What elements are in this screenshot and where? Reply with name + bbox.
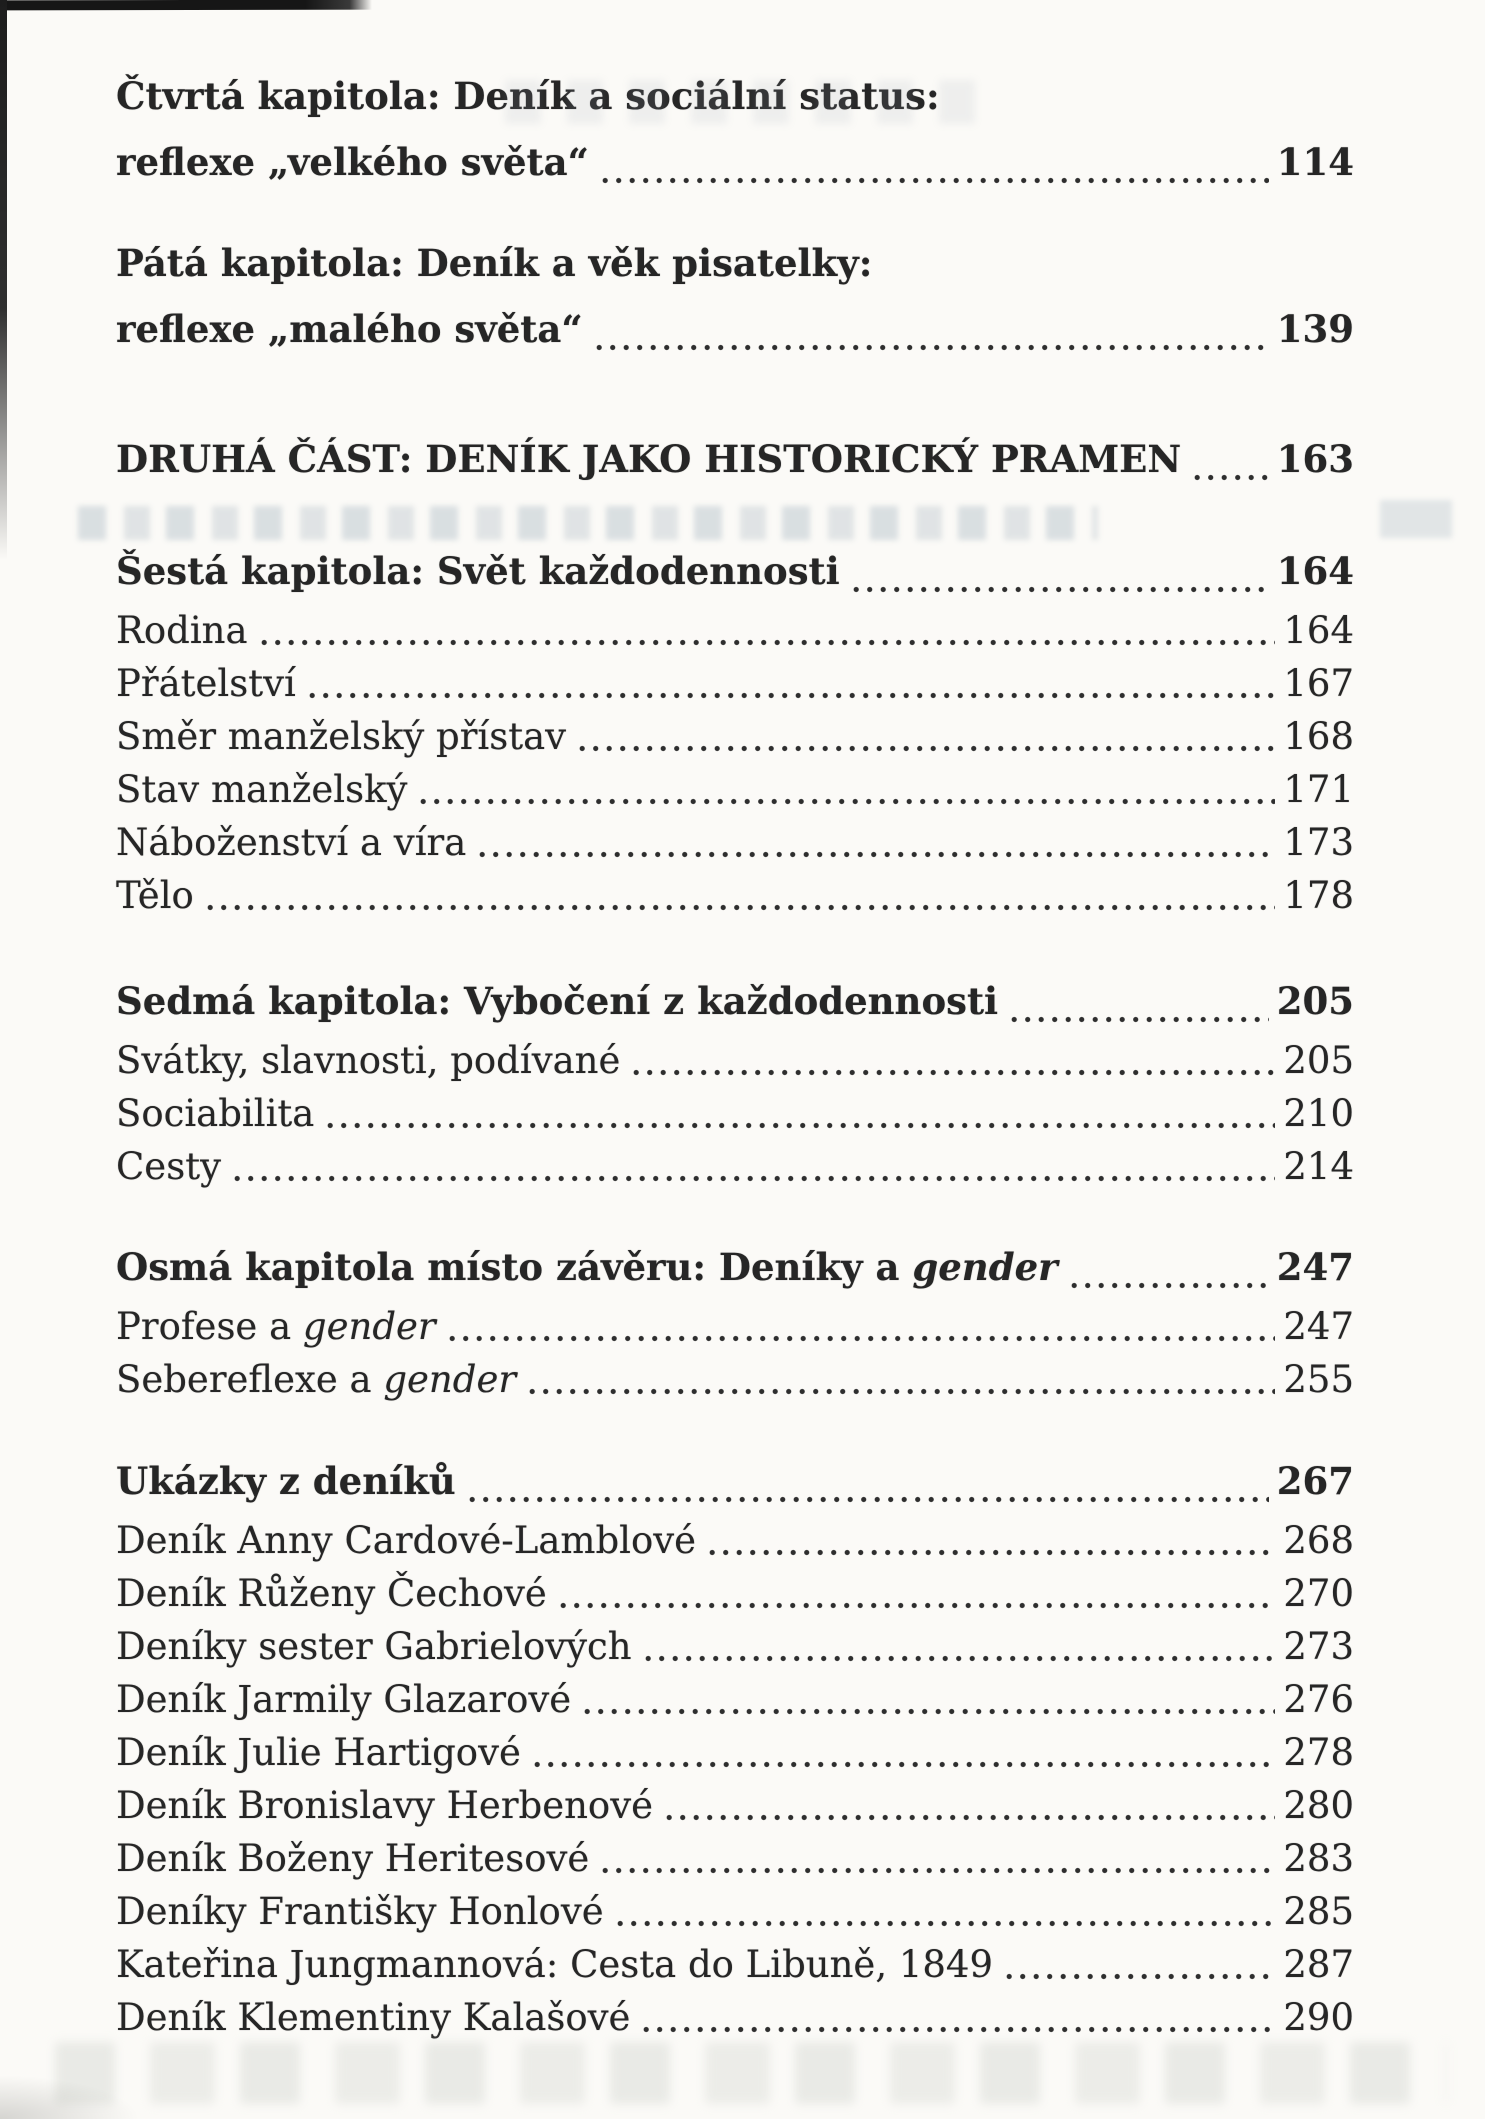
toc-chapter-row [116, 1234, 1354, 1300]
toc-item-row [116, 1514, 1354, 1567]
toc-item-row [116, 1300, 1354, 1353]
toc-item-row [116, 657, 1354, 710]
page-number: 164 [1276, 549, 1354, 593]
dot-leader [643, 2026, 1275, 2033]
scan-edge-artifact-top [0, 0, 372, 10]
dot-leader [560, 1602, 1276, 1609]
page-number: 280 [1283, 1784, 1354, 1827]
page-number: 167 [1283, 662, 1354, 705]
toc-item-row [116, 1991, 1354, 2044]
dot-leader [602, 1867, 1275, 1874]
dot-leader [633, 1069, 1275, 1076]
toc-item-row [116, 1832, 1354, 1885]
toc-chapter-row [116, 296, 1354, 362]
toc-item-row [116, 1140, 1354, 1193]
page-number: 278 [1283, 1731, 1354, 1774]
dot-leader [709, 1549, 1275, 1556]
entry-label-italic: gender [912, 1245, 1058, 1289]
entry-label [116, 1673, 571, 1726]
dot-leader [207, 904, 1276, 911]
dot-leader [584, 1708, 1275, 1715]
page-number: 290 [1283, 1996, 1354, 2039]
chapter-title-line [116, 63, 1354, 129]
entry-label [116, 426, 1181, 492]
entry-label-text: Cesty [116, 1145, 221, 1188]
dot-leader [261, 639, 1276, 646]
toc-item-row [116, 1938, 1354, 1991]
entry-label [116, 604, 248, 657]
entry-label-text: Deníky sester Gabrielových [116, 1625, 632, 1668]
table-of-contents [116, 63, 1354, 2044]
entry-label [116, 1514, 696, 1567]
page-number: 285 [1283, 1890, 1354, 1933]
entry-label-text: Směr manželský přístav [116, 715, 567, 758]
page-number: 168 [1283, 715, 1354, 758]
dot-leader [327, 1122, 1275, 1129]
entry-label-text: Deníky Františky Honlové [116, 1890, 604, 1933]
toc-section [116, 1234, 1354, 1406]
dot-leader [596, 344, 1269, 351]
page-number: 205 [1283, 1039, 1354, 1082]
page-number: 267 [1276, 1459, 1354, 1503]
entry-label-text: Deník Bronislavy Herbenové [116, 1784, 654, 1827]
entry-label: Čtvrtá kapitola: Deník a sociální status: [116, 74, 940, 118]
showthrough-text-ghost [1380, 500, 1452, 538]
page-number: 210 [1283, 1092, 1354, 1135]
entry-label-text: Deník Růženy Čechové [116, 1572, 547, 1615]
toc-item-row [116, 1034, 1354, 1087]
dot-leader [479, 851, 1275, 858]
dot-leader [1006, 1973, 1275, 1980]
entry-label-italic: gender [383, 1358, 517, 1401]
entry-label-text: DRUHÁ ČÁST: DENÍK JAKO HISTORICKÝ PRAMEN [116, 437, 1182, 481]
entry-label-text: Deník Jarmily Glazarové [116, 1678, 572, 1721]
page-number: 205 [1276, 979, 1354, 1023]
page-number: 276 [1283, 1678, 1354, 1721]
entry-label [116, 1832, 589, 1885]
entry-label [116, 1885, 604, 1938]
entry-label [116, 1938, 993, 1991]
entry-label [116, 1567, 547, 1620]
toc-item-row [116, 1673, 1354, 1726]
page-number: 283 [1283, 1837, 1354, 1880]
entry-label-italic: gender [302, 1305, 436, 1348]
toc-item-row [116, 1087, 1354, 1140]
page-number: 163 [1276, 437, 1354, 481]
page-number: 270 [1283, 1572, 1354, 1615]
page-number: 268 [1283, 1519, 1354, 1562]
entry-label-text: Přátelství [116, 662, 296, 705]
dot-leader [534, 1761, 1276, 1768]
page-number: 214 [1283, 1145, 1354, 1188]
entry-label-text: Deník Anny Cardové-Lamblové [116, 1519, 697, 1562]
entry-label: Pátá kapitola: Deník a věk pisatelky: [116, 241, 873, 285]
toc-section [116, 968, 1354, 1193]
toc-item-row [116, 1620, 1354, 1673]
entry-label [116, 657, 296, 710]
toc-item-row [116, 710, 1354, 763]
dot-leader [1194, 474, 1269, 481]
dot-leader [309, 692, 1276, 699]
toc-item-row [116, 1885, 1354, 1938]
entry-label [116, 1034, 620, 1087]
dot-leader [645, 1655, 1276, 1662]
dot-leader [469, 1496, 1269, 1503]
showthrough-smudge-bottom [55, 2042, 1447, 2104]
page-number: 255 [1283, 1358, 1354, 1401]
scan-corner-shadow [0, 2075, 140, 2119]
entry-label-text: Kateřina Jungmannová: Cesta do Libuně, 1849 [116, 1943, 994, 1986]
entry-label: reflexe „malého světa“ [116, 307, 583, 351]
entry-label [116, 1140, 221, 1193]
page-number: 287 [1283, 1943, 1354, 1986]
toc-item-row [116, 1567, 1354, 1620]
entry-label-text: Svátky, slavnosti, podívané [116, 1039, 621, 1082]
entry-label-text: Deník Klementiny Kalašové [116, 1996, 631, 2039]
entry-label [116, 1726, 521, 1779]
toc-section [116, 538, 1354, 922]
page-number: 139 [1276, 307, 1354, 351]
dot-leader [579, 745, 1275, 752]
page-number: 164 [1283, 609, 1354, 652]
dot-leader [853, 586, 1269, 593]
entry-label-text: Deník Boženy Heritesové [116, 1837, 590, 1880]
page-number: 114 [1276, 140, 1354, 184]
dot-leader [420, 798, 1275, 805]
entry-label [116, 1991, 630, 2044]
toc-item-row [116, 763, 1354, 816]
toc-chapter-row [116, 968, 1354, 1034]
entry-label [116, 1300, 436, 1353]
entry-label [116, 1448, 456, 1514]
entry-label [116, 968, 998, 1034]
entry-label [116, 763, 407, 816]
entry-label-text: Profese a [116, 1305, 303, 1348]
toc-chapter-row [116, 538, 1354, 604]
toc-section [116, 63, 1354, 195]
dot-leader [529, 1388, 1275, 1395]
dot-leader [234, 1175, 1275, 1182]
page-number: 247 [1283, 1305, 1354, 1348]
entry-label: reflexe „velkého světa“ [116, 140, 589, 184]
entry-label-text: Sedmá kapitola: Vybočení z každodennosti [116, 979, 999, 1023]
dot-leader [666, 1814, 1275, 1821]
entry-label-text: Stav manželský [116, 768, 408, 811]
dot-leader [617, 1920, 1276, 1927]
toc-item-row [116, 869, 1354, 922]
page-number: 173 [1283, 821, 1354, 864]
toc-item-row [116, 604, 1354, 657]
chapter-title-line [116, 230, 1354, 296]
entry-label [116, 1234, 1058, 1300]
entry-label-text: Sebereflexe a [116, 1358, 384, 1401]
page-number: 247 [1276, 1245, 1354, 1289]
page-number: 178 [1283, 874, 1354, 917]
entry-label [116, 816, 466, 869]
scan-edge-artifact-left [0, 0, 7, 560]
entry-label-text: Rodina [116, 609, 248, 652]
entry-label-text: Sociabilita [116, 1092, 315, 1135]
toc-chapter-row [116, 129, 1354, 195]
entry-label [116, 1779, 653, 1832]
page-number: 171 [1283, 768, 1354, 811]
entry-label-text: Osmá kapitola místo závěru: Deníky a [116, 1245, 913, 1289]
page-number: 273 [1283, 1625, 1354, 1668]
toc-section [116, 1448, 1354, 2044]
entry-label [116, 710, 566, 763]
entry-label-text: Deník Julie Hartigové [116, 1731, 521, 1774]
toc-item-row [116, 1779, 1354, 1832]
toc-item-row [116, 1353, 1354, 1406]
toc-item-row [116, 1726, 1354, 1779]
entry-label [116, 538, 840, 604]
entry-label-text: Ukázky z deníků [116, 1459, 456, 1503]
entry-label [116, 1353, 516, 1406]
entry-label [116, 869, 194, 922]
entry-label-text: Šestá kapitola: Svět každodennosti [116, 549, 840, 593]
toc-chapter-row [116, 1448, 1354, 1514]
dot-leader [449, 1335, 1276, 1342]
dot-leader [602, 177, 1269, 184]
dot-leader [1011, 1016, 1269, 1023]
toc-section [116, 230, 1354, 362]
entry-label [116, 1620, 632, 1673]
toc-chapter-row [116, 426, 1354, 492]
entry-label [116, 1087, 314, 1140]
toc-item-row [116, 816, 1354, 869]
dot-leader [1071, 1282, 1269, 1289]
entry-label-text: Tělo [116, 874, 194, 917]
toc-section [116, 426, 1354, 492]
entry-label-text: Náboženství a víra [116, 821, 467, 864]
